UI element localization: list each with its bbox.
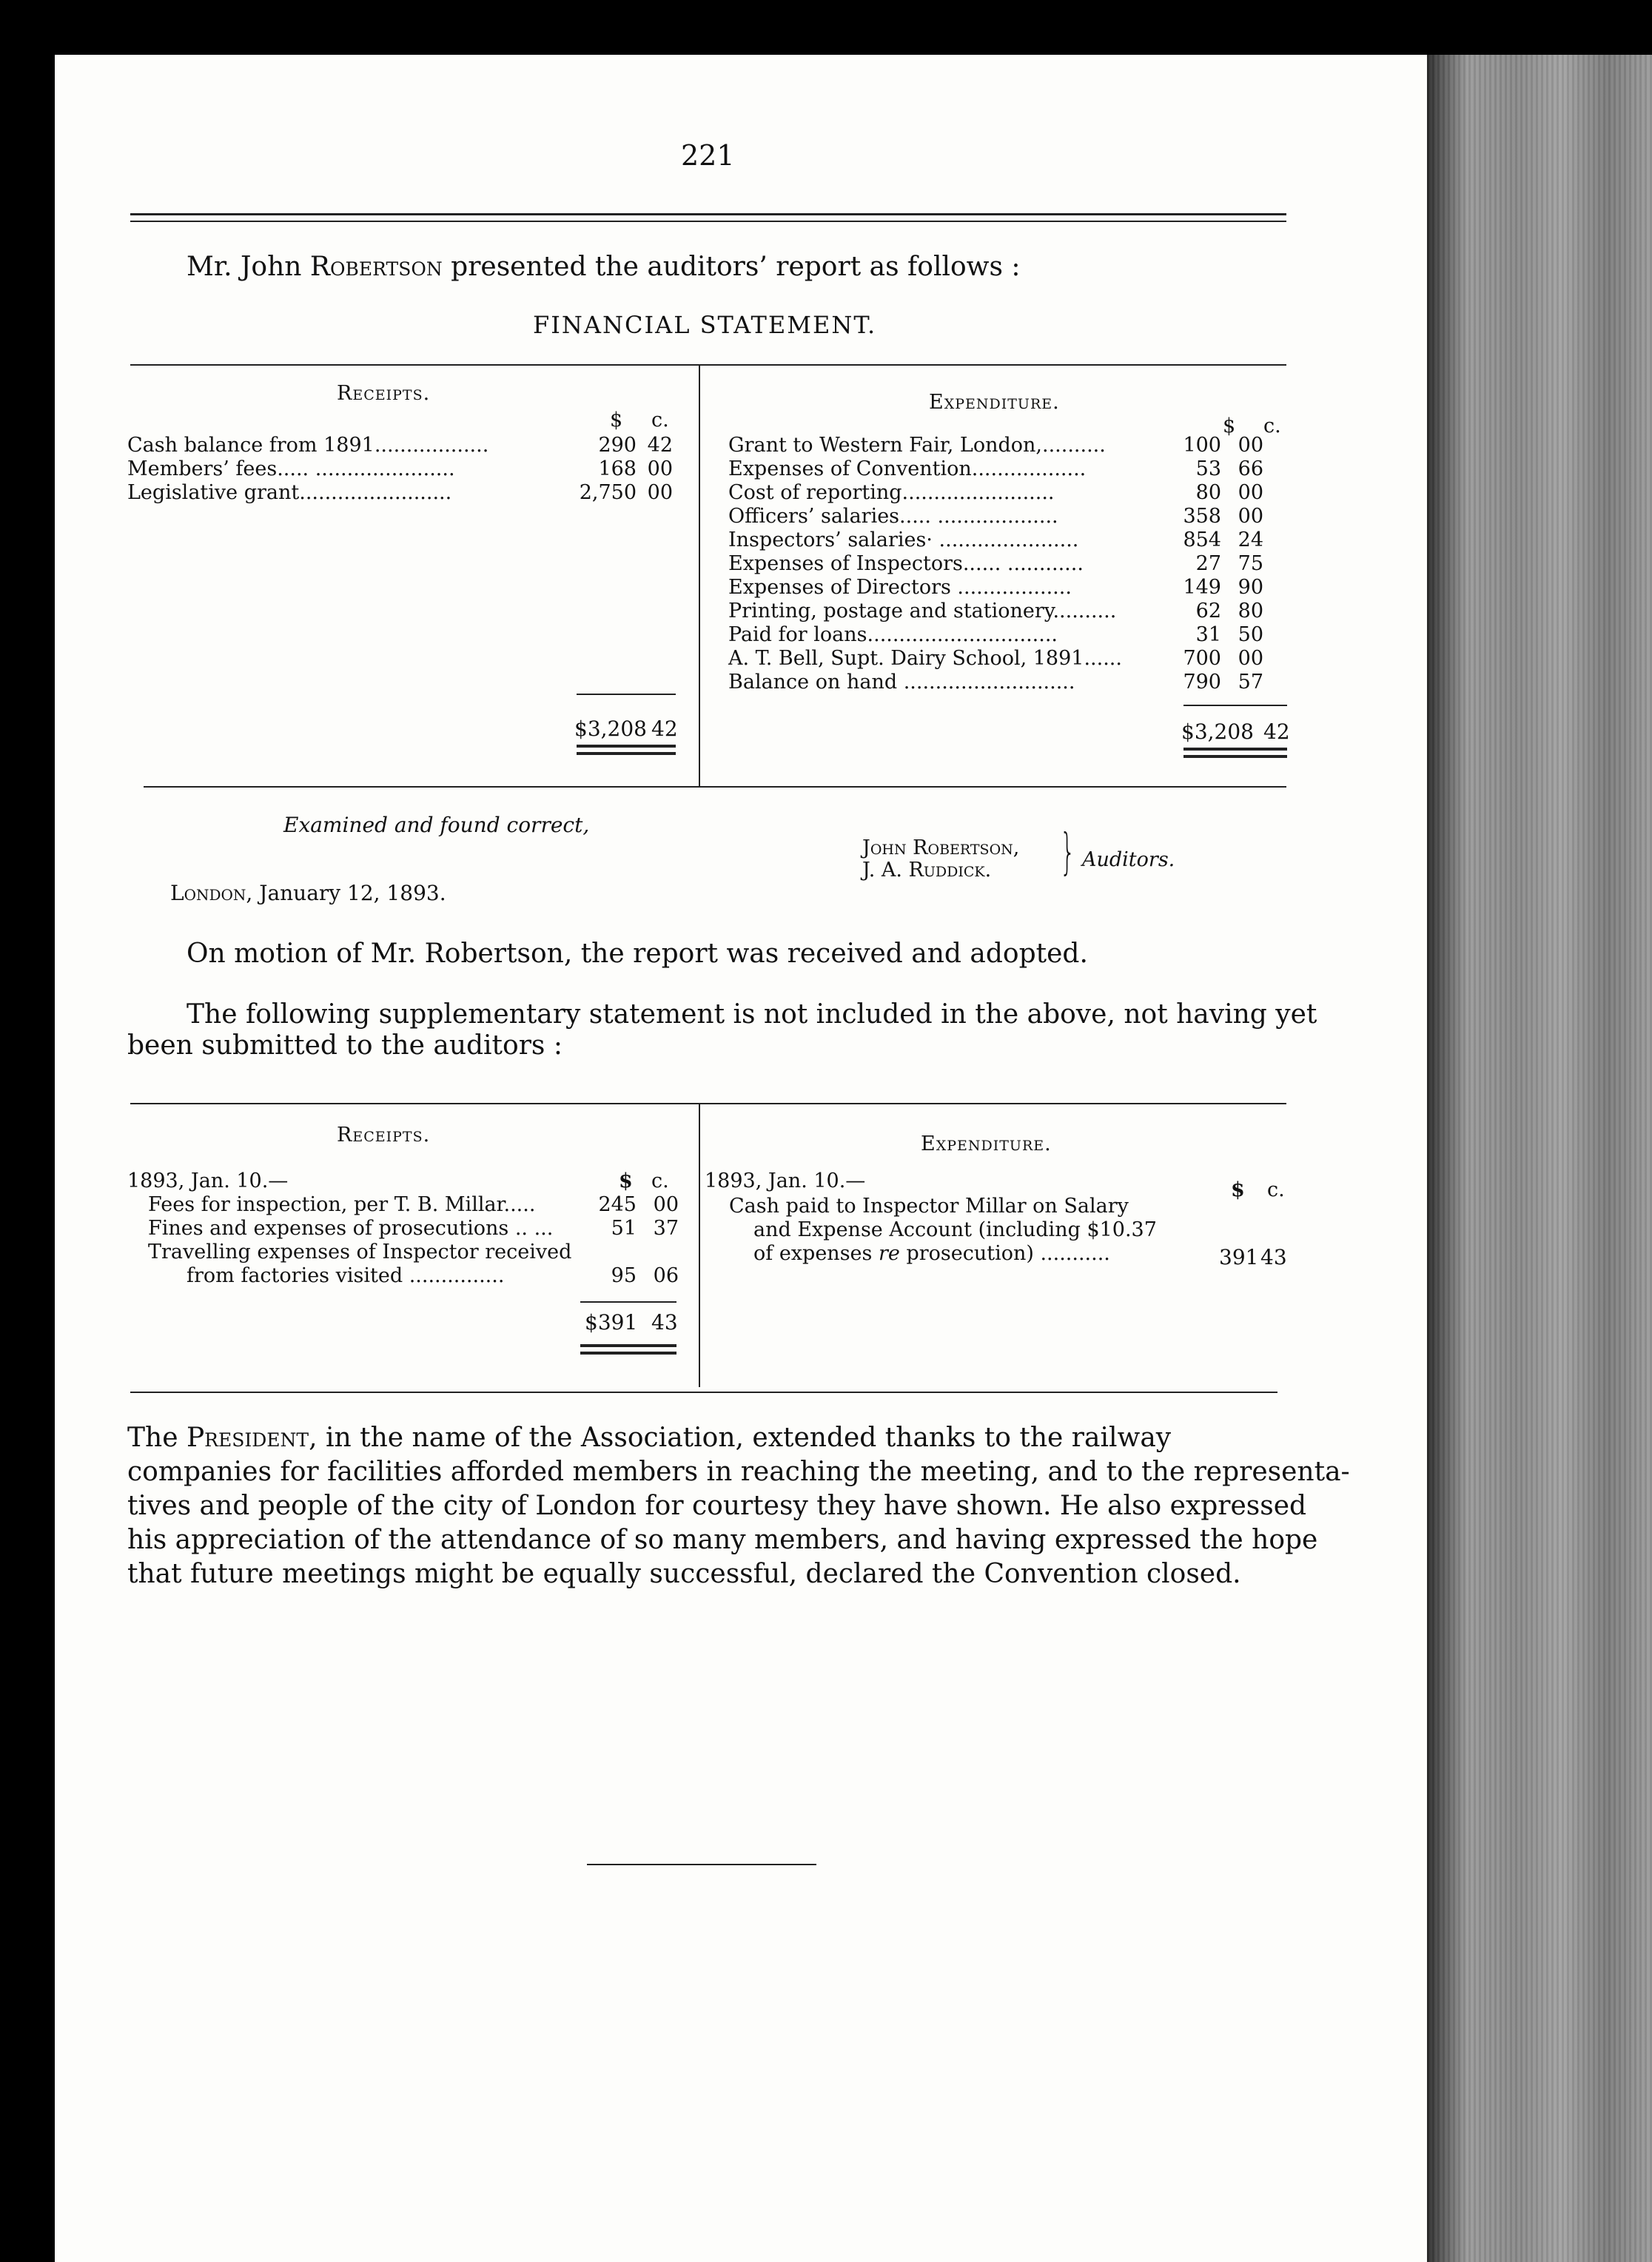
closing-line-2: companies for facilities afforded members in reaching the meeting, and to the representa- (127, 1457, 1350, 1487)
supp-receipts-sum-rule (580, 1301, 676, 1303)
page-number: 221 (681, 139, 735, 172)
supp-receipts-cents-unit: c. (651, 1169, 669, 1192)
ledger-cents: 42 (647, 434, 673, 457)
closing-line-3: tives and people of the city of London for courtesy they have shown. He also expressed (127, 1491, 1307, 1521)
receipts-total-rule-2 (577, 752, 676, 755)
motion-paragraph: On motion of Mr. Robertson, the report was received and adopted. (187, 939, 1088, 969)
auditors-label: Auditors. (1082, 848, 1175, 871)
ledger-dollars: 51 (611, 1217, 637, 1240)
ledger-label: Paid for loans.............................. (728, 623, 1058, 646)
ledger-cents: 00 (653, 1193, 679, 1216)
date-line: London, January 12, 1893. (170, 881, 446, 905)
expenditure-total-dollars: $3,208 (1181, 719, 1254, 744)
ledger-label: Inspectors’ salaries· ...................... (728, 528, 1079, 551)
ledger-cents: 80 (1238, 600, 1263, 622)
supp-expenditure-line-2: and Expense Account (including $10.37 (753, 1218, 1157, 1241)
ledger-cents: 24 (1238, 528, 1263, 551)
receipts-total-cents: 42 (651, 716, 678, 741)
ledger-label: Legislative grant........................ (127, 481, 452, 504)
supp-expenditure-cents-unit: c. (1267, 1178, 1285, 1201)
supp-expenditure-cents: 43 (1260, 1245, 1287, 1269)
ledger-cents: 00 (647, 457, 673, 480)
supplementary-line-1: The following supplementary statement is not included in the above, not having yet (187, 999, 1317, 1030)
page (55, 55, 1427, 2262)
supp-receipts-total-cents: 43 (651, 1310, 678, 1335)
ledger-label: Members’ fees..... ...................... (127, 457, 455, 480)
ledger-label: Cash balance from 1891.................. (127, 434, 489, 457)
auditor-name-1: John Robertson, (862, 836, 1020, 859)
table1-bottom-rule (144, 786, 1286, 788)
ledger-label: Fines and expenses of prosecutions .. ... (148, 1217, 554, 1240)
ledger-dollars: 80 (1195, 481, 1221, 504)
end-rule (587, 1864, 816, 1865)
receipts-cents-unit: c. (651, 409, 669, 432)
ledger-cents: 75 (1238, 552, 1263, 575)
header-rule (130, 213, 1286, 215)
ledger-dollars: 2,750 (579, 481, 637, 504)
ledger-label: Fees for inspection, per T. B. Millar..... (148, 1193, 536, 1216)
ledger-dollars: 62 (1195, 600, 1221, 622)
ledger-dollars: 27 (1195, 552, 1221, 575)
auditor-name-2: J. A. Ruddick. (862, 859, 992, 882)
header-rule-thin (130, 221, 1286, 222)
ledger-label: A. T. Bell, Supt. Dairy School, 1891...... (728, 647, 1122, 670)
ledger-cents: 00 (1238, 434, 1263, 457)
ledger-dollars: 168 (598, 457, 637, 480)
ledger-dollars: 100 (1183, 434, 1221, 457)
ledger-dollars: 53 (1195, 457, 1221, 480)
expenditure-total-cents: 42 (1263, 719, 1290, 744)
supp-expenditure-heading: Expenditure. (921, 1132, 1052, 1155)
ledger-dollars: 31 (1195, 623, 1221, 646)
ledger-dollars: 245 (598, 1193, 637, 1216)
expenditure-total-rule (1183, 748, 1287, 751)
brace-glyph: } (1060, 823, 1075, 880)
closing-line-1: The President, in the name of the Association, extended thanks to the railway (127, 1423, 1172, 1453)
supp-receipts-date: 1893, Jan. 10.— (127, 1169, 289, 1192)
supp-receipts-total-rule (580, 1344, 676, 1347)
supplementary-line-2: been submitted to the auditors : (127, 1030, 563, 1061)
table2-bottom-rule (130, 1392, 1277, 1393)
ledger-label: Expenses of Inspectors...... ............ (728, 552, 1084, 575)
ledger-cents: 37 (653, 1217, 679, 1240)
book-edge (1427, 55, 1652, 2262)
closing-line-5: that future meetings might be equally successful, declared the Convention closed. (127, 1559, 1241, 1589)
ledger-label: Cost of reporting........................ (728, 481, 1055, 504)
ledger-cents: 50 (1238, 623, 1263, 646)
supp-expenditure-dollars: 391 (1219, 1245, 1259, 1269)
ledger-label: Expenses of Directors .................. (728, 576, 1072, 599)
receipts-total-dollars: $3,208 (574, 716, 647, 741)
supp-expenditure-dollar-unit: $ (1231, 1178, 1245, 1201)
ledger-dollars: 95 (611, 1264, 637, 1287)
supp-expenditure-line-1: Cash paid to Inspector Millar on Salary (729, 1195, 1129, 1218)
ledger-dollars: 290 (598, 434, 637, 457)
expenditure-dollar-unit: $ (1223, 415, 1236, 437)
supp-receipts-total-rule-2 (580, 1352, 676, 1355)
table1-divider (699, 366, 700, 788)
ledger-cents: 00 (1238, 481, 1263, 504)
table1-top-rule (130, 364, 1286, 366)
ledger-cents: 66 (1238, 457, 1263, 480)
ledger-label: Grant to Western Fair, London,.......... (728, 434, 1106, 457)
expenditure-sum-rule (1183, 705, 1287, 706)
ledger-dollars: 358 (1183, 505, 1221, 528)
receipts-heading: Receipts. (337, 382, 431, 405)
ledger-dollars: 700 (1183, 647, 1221, 670)
ledger-cents: 06 (653, 1264, 679, 1287)
ledger-cents: 00 (1238, 505, 1263, 528)
receipts-dollar-unit: $ (610, 409, 623, 432)
ledger-dollars: 854 (1183, 528, 1221, 551)
ledger-cents: 90 (1238, 576, 1263, 599)
ledger-cents: 00 (1238, 647, 1263, 670)
expenditure-total-rule-2 (1183, 755, 1287, 758)
table2-divider (699, 1104, 700, 1387)
expenditure-heading: Expenditure. (929, 391, 1060, 414)
closing-line-4: his appreciation of the attendance of so many members, and having expressed the hope (127, 1525, 1318, 1555)
examined-note: Examined and found correct, (283, 813, 590, 837)
receipts-sum-rule (577, 694, 676, 695)
ledger-label: Travelling expenses of Inspector received (148, 1241, 572, 1263)
supp-receipts-total-dollars: $391 (585, 1310, 638, 1335)
ledger-label: Balance on hand ........................... (728, 671, 1075, 694)
expenditure-cents-unit: c. (1263, 415, 1281, 437)
ledger-dollars: 790 (1183, 671, 1221, 694)
intro-sentence: Mr. John Robertson presented the auditors’ report as follows : (187, 252, 1021, 282)
ledger-label: Expenses of Convention.................. (728, 457, 1087, 480)
ledger-cents: 57 (1238, 671, 1263, 694)
ledger-cents: 00 (647, 481, 673, 504)
ledger-label: Printing, postage and stationery.......... (728, 600, 1117, 622)
ledger-label: Officers’ salaries..... ................... (728, 505, 1058, 528)
supp-expenditure-line-3: of expenses re prosecution) ........... (753, 1242, 1110, 1265)
table2-top-rule (130, 1103, 1286, 1104)
receipts-total-rule (577, 745, 676, 748)
supp-receipts-heading: Receipts. (337, 1124, 431, 1147)
ledger-label: from factories visited ............... (187, 1264, 505, 1287)
supp-receipts-dollar-unit: $ (619, 1169, 633, 1192)
ledger-dollars: 149 (1183, 576, 1221, 599)
financial-statement-title: FINANCIAL STATEMENT. (533, 311, 877, 339)
supp-expenditure-date: 1893, Jan. 10.— (705, 1169, 866, 1192)
